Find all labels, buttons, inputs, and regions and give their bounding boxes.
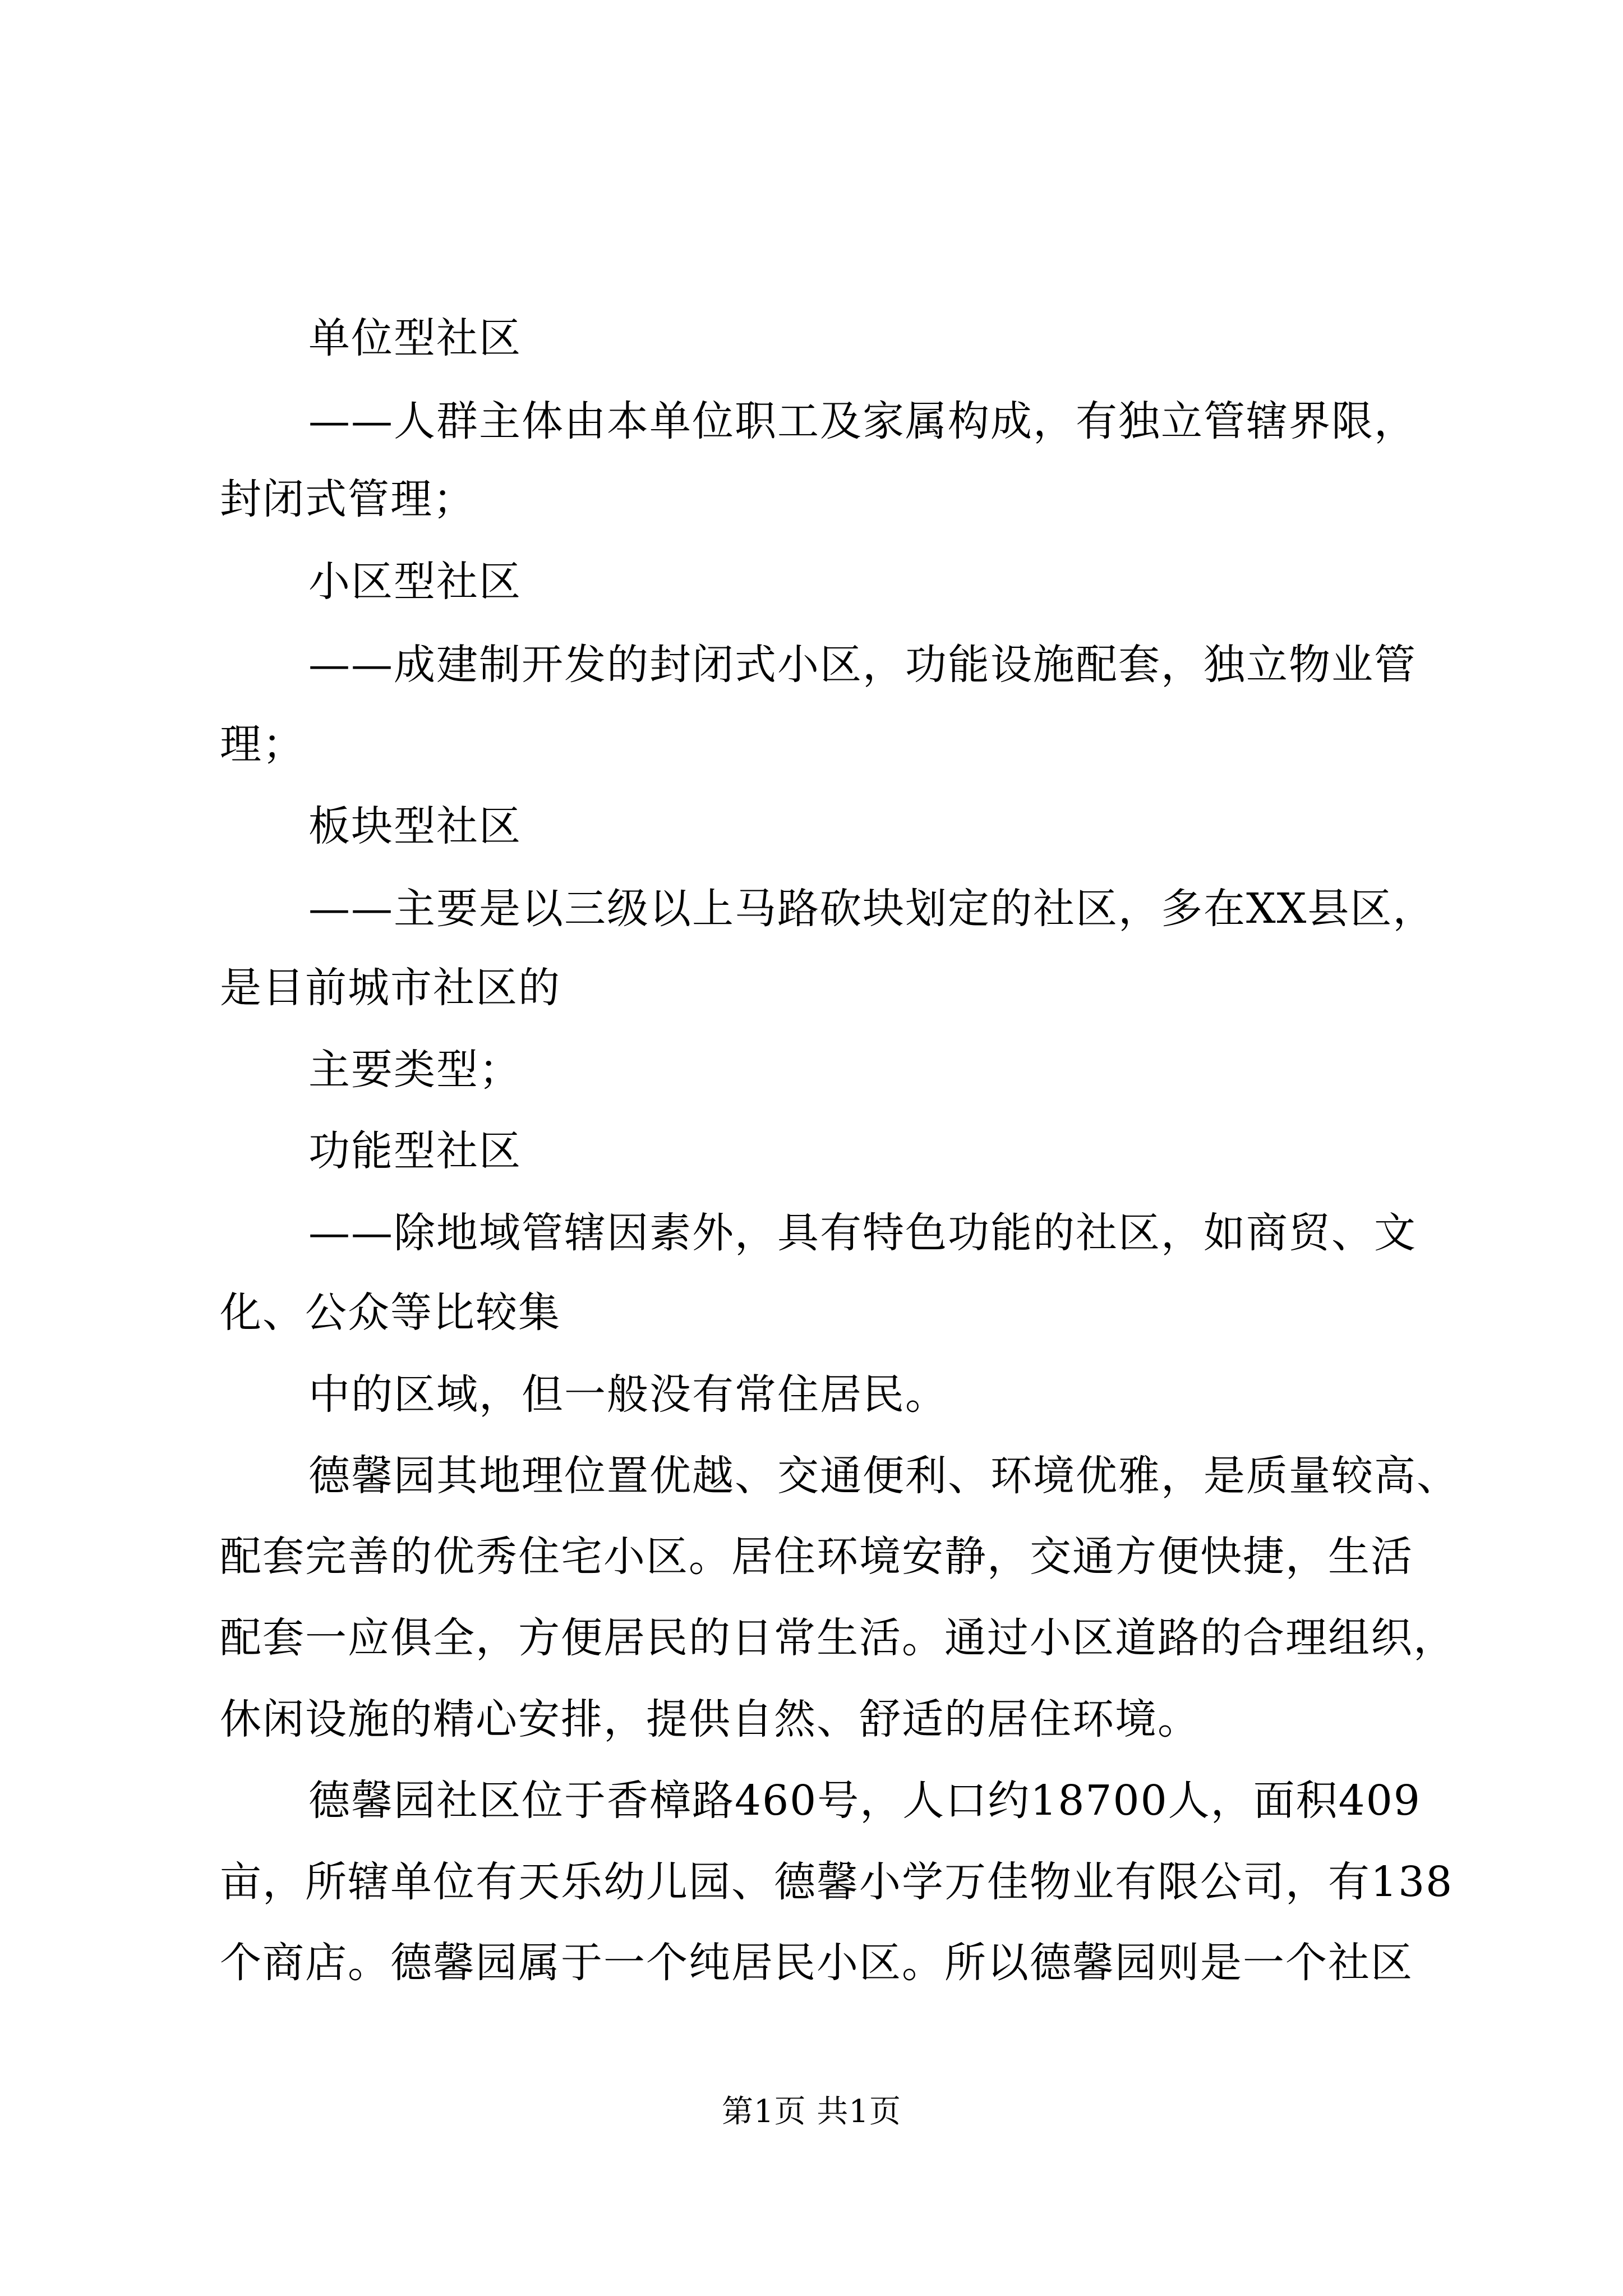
text-line: 德馨园社区位于香樟路460号，人口约18700人，面积409 (308, 1777, 1421, 1825)
text-line: 休闲设施的精心安排，提供自然、舒适的居住环境。 (220, 1695, 1200, 1743)
text-line: 配套一应俱全，方便居民的日常生活。通过小区道路的合理组织， (220, 1614, 1456, 1662)
text-line: 理； (220, 720, 305, 769)
text-line: 配套完善的优秀住宅小区。居住环境安静，交通方便快捷，生活 (220, 1533, 1413, 1581)
text-line: 中的区域，但一般没有常住居民。 (308, 1370, 948, 1419)
text-line: 个商店。德馨园属于一个纯居民小区。所以德馨园则是一个社区 (220, 1939, 1413, 1987)
text-line: 功能型社区 (308, 1127, 522, 1175)
text-line: 德馨园其地理位置优越、交通便利、环境优雅，是质量较高、 (308, 1452, 1459, 1500)
text-line: ——成建制开发的封闭式小区，功能设施配套，独立物业管 (308, 641, 1417, 689)
text-line: 亩，所辖单位有天乐幼儿园、德馨小学万佳物业有限公司，有138 (220, 1858, 1454, 1906)
text-line: 单位型社区 (308, 314, 522, 362)
text-line: 是目前城市社区的 (220, 964, 561, 1012)
text-line: 封闭式管理； (220, 475, 476, 523)
text-line: 小区型社区 (308, 558, 522, 606)
text-line: ——主要是以三级以上马路砍块划定的社区，多在XX县区， (308, 885, 1436, 933)
text-line: 主要类型； (308, 1046, 522, 1094)
text-line: ——除地域管辖因素外，具有特色功能的社区，如商贸、文 (308, 1209, 1417, 1257)
text-line: 板块型社区 (308, 802, 522, 850)
page-number-footer: 第1页 共1页 (721, 2093, 902, 2130)
text-line: 化、公众等比较集 (220, 1289, 561, 1337)
text-line: ——人群主体由本单位职工及家属构成，有独立管辖界限， (308, 397, 1417, 445)
